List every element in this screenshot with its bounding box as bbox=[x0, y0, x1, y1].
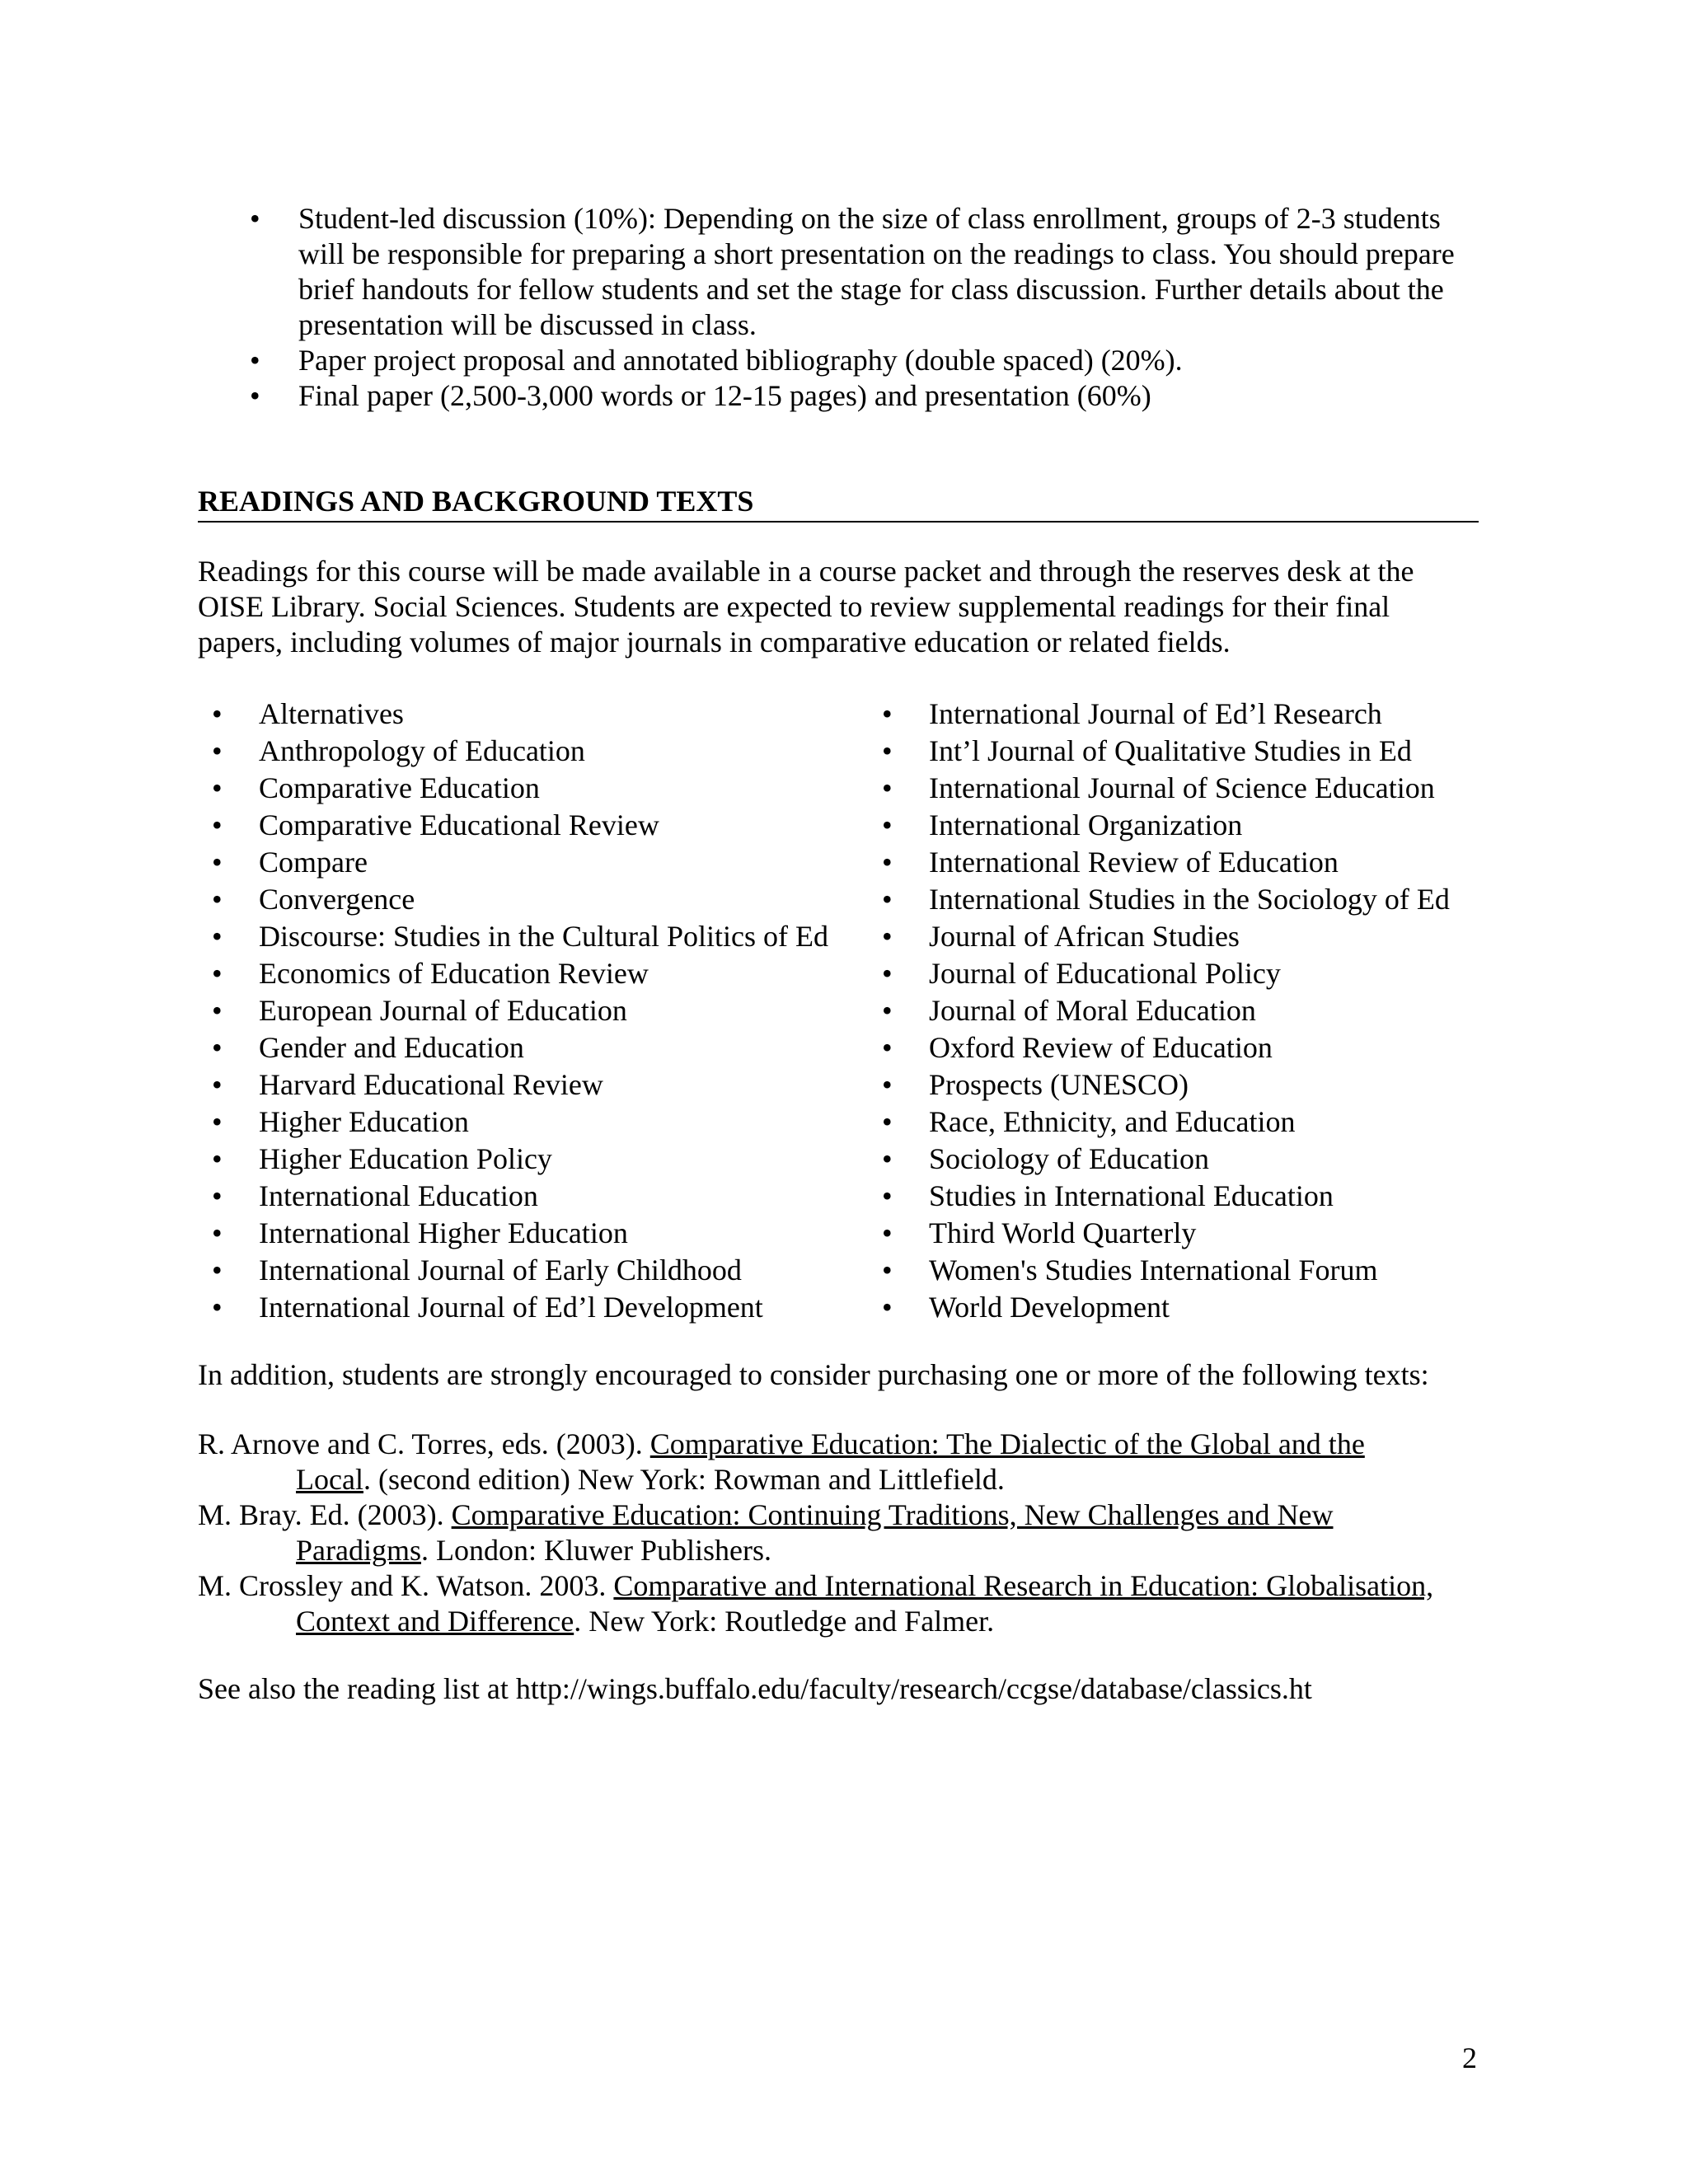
bullet-glyph: • bbox=[882, 808, 893, 841]
journal-item bbox=[868, 1215, 1494, 1252]
reference-title: Paradigms bbox=[296, 1534, 421, 1567]
bullet-glyph: • bbox=[212, 1291, 223, 1324]
journal-title: International Journal of Science Education bbox=[929, 771, 1435, 804]
journal-item bbox=[868, 992, 1494, 1029]
journal-title: Economics of Education Review bbox=[259, 957, 649, 990]
journal-item bbox=[868, 733, 1494, 770]
list-item bbox=[241, 343, 1527, 378]
journal-title: Comparative Educational Review bbox=[259, 808, 659, 841]
journal-item bbox=[868, 770, 1494, 807]
bullet-glyph: • bbox=[212, 994, 223, 1027]
journal-title: Discourse: Studies in the Cultural Politics of Ed bbox=[259, 920, 828, 953]
journal-item bbox=[198, 1066, 849, 1104]
journal-list-right bbox=[868, 696, 1494, 1326]
bullet-glyph: • bbox=[882, 846, 893, 879]
bullet-glyph: • bbox=[212, 734, 223, 767]
bullet-glyph: • bbox=[212, 883, 223, 916]
journal-item bbox=[868, 1289, 1494, 1326]
journal-item bbox=[868, 1029, 1494, 1066]
bullet-glyph: • bbox=[212, 697, 223, 730]
addition-paragraph: In addition, students are strongly encouraged to consider purchasing one or more of the following texts: bbox=[198, 1358, 1429, 1391]
bullet-glyph: • bbox=[882, 734, 893, 767]
intro-paragraph bbox=[198, 554, 1484, 660]
journal-title: Prospects (UNESCO) bbox=[929, 1068, 1189, 1101]
journal-item bbox=[868, 881, 1494, 918]
bullet-glyph: • bbox=[212, 771, 223, 804]
journal-title: Comparative Education bbox=[259, 771, 540, 804]
bullet-glyph: • bbox=[882, 920, 893, 953]
bullet-glyph: • bbox=[882, 1216, 893, 1249]
journal-item bbox=[198, 992, 849, 1029]
journal-title: Journal of Educational Policy bbox=[929, 957, 1281, 990]
journal-item bbox=[198, 770, 849, 807]
journal-item bbox=[868, 1141, 1494, 1178]
list-item bbox=[241, 201, 1527, 343]
journal-item bbox=[868, 1178, 1494, 1215]
journal-list-left bbox=[198, 696, 849, 1326]
journal-item bbox=[198, 1215, 849, 1252]
reference-title: Local bbox=[296, 1463, 363, 1496]
list-item-line: Student-led discussion (10%): Depending on the size of class enrollment, groups of 2-3 students bbox=[298, 202, 1441, 235]
reference-title: Comparative Education: The Dialectic of the Global and the bbox=[649, 1427, 1365, 1460]
bullet-glyph: • bbox=[212, 1105, 223, 1138]
assessment-list bbox=[241, 201, 1527, 414]
journal-title: Higher Education bbox=[259, 1105, 469, 1138]
bullet-glyph: • bbox=[882, 1031, 893, 1064]
journal-title: Int’l Journal of Qualitative Studies in Ed bbox=[929, 734, 1412, 767]
journal-title: Harvard Educational Review bbox=[259, 1068, 603, 1101]
bullet-glyph: • bbox=[882, 883, 893, 916]
journal-title: Anthropology of Education bbox=[259, 734, 585, 767]
bullet-glyph: • bbox=[212, 1031, 223, 1064]
bullet-glyph: • bbox=[882, 957, 893, 990]
reference-continuation bbox=[198, 1604, 1500, 1639]
journal-title: Studies in International Education bbox=[929, 1179, 1334, 1212]
bullet-glyph: • bbox=[212, 846, 223, 879]
bullet-glyph: • bbox=[250, 202, 260, 235]
journal-item bbox=[868, 844, 1494, 881]
journal-title: Journal of African Studies bbox=[929, 920, 1240, 953]
bullet-glyph: • bbox=[882, 994, 893, 1027]
reference-publisher: . London: Kluwer Publishers. bbox=[420, 1534, 771, 1567]
reference-authors: M. Crossley and K. Watson. 2003. bbox=[198, 1569, 614, 1602]
journal-title: International Journal of Ed’l Development bbox=[259, 1291, 763, 1324]
bullet-glyph: • bbox=[212, 920, 223, 953]
reference-item bbox=[198, 1568, 1500, 1639]
bullet-glyph: • bbox=[882, 1179, 893, 1212]
reference-list bbox=[198, 1427, 1500, 1639]
journal-title: Journal of Moral Education bbox=[929, 994, 1256, 1027]
journal-item bbox=[868, 918, 1494, 955]
see-also-note: See also the reading list at http://wings.buffalo.edu/faculty/research/ccgse/database/classics.ht bbox=[198, 1672, 1312, 1705]
reference-publisher: . New York: Routledge and Falmer. bbox=[574, 1605, 995, 1638]
journal-item bbox=[868, 807, 1494, 844]
bullet-glyph: • bbox=[212, 957, 223, 990]
journal-title: International Journal of Ed’l Research bbox=[929, 697, 1382, 730]
bullet-glyph: • bbox=[212, 1216, 223, 1249]
bullet-glyph: • bbox=[882, 1105, 893, 1138]
journal-title: Women's Studies International Forum bbox=[929, 1254, 1378, 1286]
journal-item bbox=[198, 881, 849, 918]
list-item-line: will be responsible for preparing a short presentation on the readings to class. You should prepare bbox=[298, 237, 1455, 270]
list-item-line: brief handouts for fellow students and set the stage for class discussion. Further details about the bbox=[298, 273, 1444, 306]
reference-item bbox=[198, 1497, 1500, 1568]
bullet-glyph: • bbox=[882, 1068, 893, 1101]
bullet-glyph: • bbox=[212, 808, 223, 841]
journal-item bbox=[868, 1066, 1494, 1104]
reference-title: Comparative and International Research in Education: Globalisation, bbox=[613, 1569, 1434, 1602]
page-number: 2 bbox=[1462, 2041, 1477, 2074]
list-item-line: presentation will be discussed in class. bbox=[298, 308, 757, 341]
journal-item bbox=[868, 1252, 1494, 1289]
bullet-glyph: • bbox=[882, 771, 893, 804]
paragraph-line: Readings for this course will be made available in a course packet and through the reserves desk at the bbox=[198, 555, 1414, 588]
bullet-glyph: • bbox=[212, 1179, 223, 1212]
journal-title: World Development bbox=[929, 1291, 1170, 1324]
reference-title: Context and Difference bbox=[296, 1605, 574, 1638]
journal-item bbox=[198, 1141, 849, 1178]
bullet-glyph: • bbox=[212, 1254, 223, 1286]
journal-title: International Journal of Early Childhood bbox=[259, 1254, 742, 1286]
paragraph-line: OISE Library. Social Sciences. Students are expected to review supplemental readings for their final bbox=[198, 590, 1390, 623]
journal-title: Oxford Review of Education bbox=[929, 1031, 1273, 1064]
reference-publisher: . (second edition) New York: Rowman and Littlefield. bbox=[363, 1463, 1005, 1496]
journal-title: Convergence bbox=[259, 883, 415, 916]
journal-item bbox=[198, 918, 849, 955]
bullet-glyph: • bbox=[882, 1254, 893, 1286]
bullet-glyph: • bbox=[882, 1142, 893, 1175]
bullet-glyph: • bbox=[212, 1142, 223, 1175]
reference-item bbox=[198, 1427, 1500, 1497]
journal-title: Third World Quarterly bbox=[929, 1216, 1197, 1249]
journal-item bbox=[868, 1104, 1494, 1141]
reference-continuation bbox=[198, 1533, 1500, 1568]
journal-item bbox=[198, 955, 849, 992]
reference-title: Comparative Education: Continuing Traditions, New Challenges and New bbox=[451, 1498, 1334, 1531]
journal-title: Alternatives bbox=[259, 697, 404, 730]
journal-item bbox=[198, 844, 849, 881]
journal-item bbox=[198, 1178, 849, 1215]
journal-item bbox=[198, 807, 849, 844]
journal-item bbox=[198, 733, 849, 770]
reference-continuation bbox=[198, 1462, 1500, 1497]
journal-title: International Studies in the Sociology of Ed bbox=[929, 883, 1450, 916]
reference-authors: M. Bray. Ed. (2003). bbox=[198, 1498, 452, 1531]
journal-item bbox=[198, 696, 849, 733]
journal-title: International Organization bbox=[929, 808, 1243, 841]
journal-title: International Higher Education bbox=[259, 1216, 628, 1249]
journal-title: Race, Ethnicity, and Education bbox=[929, 1105, 1296, 1138]
bullet-glyph: • bbox=[882, 697, 893, 730]
journal-item bbox=[198, 1252, 849, 1289]
journal-item bbox=[868, 955, 1494, 992]
bullet-glyph: • bbox=[212, 1068, 223, 1101]
list-item-line: Paper project proposal and annotated bibliography (double spaced) (20%). bbox=[298, 344, 1183, 377]
bullet-glyph: • bbox=[250, 379, 260, 412]
journal-item bbox=[198, 1289, 849, 1326]
reference-authors: R. Arnove and C. Torres, eds. (2003). bbox=[198, 1427, 650, 1460]
journal-title: Higher Education Policy bbox=[259, 1142, 552, 1175]
journal-title: Gender and Education bbox=[259, 1031, 524, 1064]
paragraph-line: papers, including volumes of major journals in comparative education or related fields. bbox=[198, 626, 1231, 658]
bullet-glyph: • bbox=[882, 1291, 893, 1324]
journal-item bbox=[868, 696, 1494, 733]
section-heading: READINGS AND BACKGROUND TEXTS bbox=[198, 484, 1479, 523]
journal-item bbox=[198, 1104, 849, 1141]
journal-title: European Journal of Education bbox=[259, 994, 627, 1027]
list-item-line: Final paper (2,500-3,000 words or 12-15 pages) and presentation (60%) bbox=[298, 379, 1151, 412]
journal-title: International Education bbox=[259, 1179, 538, 1212]
journal-title: International Review of Education bbox=[929, 846, 1339, 879]
list-item bbox=[241, 378, 1527, 414]
journal-title: Sociology of Education bbox=[929, 1142, 1209, 1175]
journal-title: Compare bbox=[259, 846, 368, 879]
journal-item bbox=[198, 1029, 849, 1066]
bullet-glyph: • bbox=[250, 344, 260, 377]
